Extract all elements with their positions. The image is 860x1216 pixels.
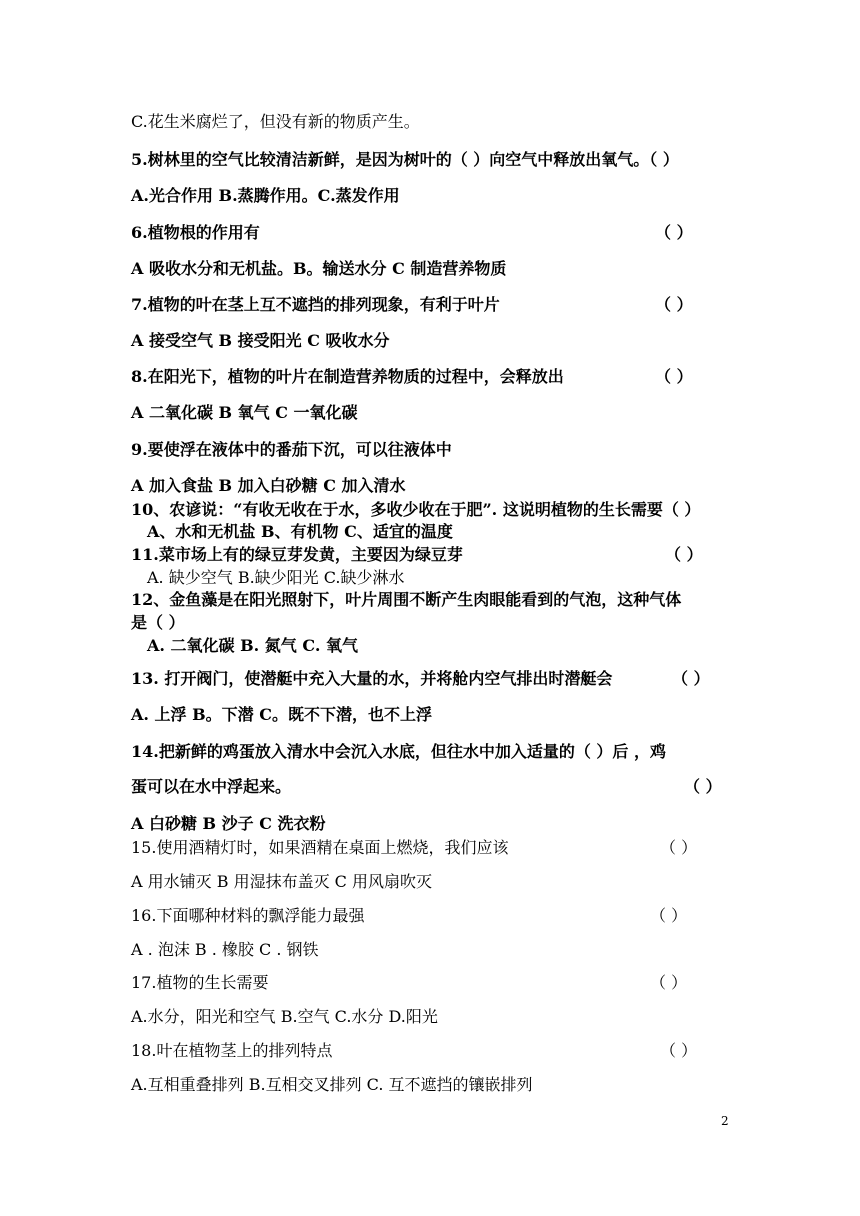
question-9: 9.要使浮在液体中的番茄下沉，可以往液体中 <box>131 440 452 459</box>
options-q6: A 吸收水分和无机盐。B。输送水分 C 制造营养物质 <box>131 259 507 278</box>
options-q12: A. 二氧化碳 B. 氮气 C. 氧气 <box>147 636 358 655</box>
options-q13: A. 上浮 B。下潜 C。既不下潜，也不上浮 <box>131 705 432 724</box>
question-8: 8.在阳光下，植物的叶片在制造营养物质的过程中，会释放出 <box>131 367 564 386</box>
options-q16: A . 泡沫 B . 橡胶 C . 钢铁 <box>131 940 319 959</box>
question-6: 6.植物根的作用有 <box>131 223 260 242</box>
question-5: 5.树林里的空气比较清洁新鲜，是因为树叶的（ ）向空气中释放出氧气。（ ） <box>131 150 679 169</box>
answer-blank-q16: （ ） <box>650 906 688 925</box>
question-17: 17.植物的生长需要 <box>131 973 269 992</box>
page-number: 2 <box>721 1114 729 1128</box>
answer-blank-q11: （ ） <box>665 545 703 564</box>
answer-blank-q13: （ ） <box>672 669 710 688</box>
options-q18: A.互相重叠排列 B.互相交叉排列 C. 互不遮挡的镶嵌排列 <box>131 1075 533 1094</box>
options-q5: A.光合作用 B.蒸腾作用。C.蒸发作用 <box>131 186 400 205</box>
options-q15: A 用水铺灭 B 用湿抹布盖灭 C 用风扇吹灭 <box>131 872 432 891</box>
question-18: 18.叶在植物茎上的排列特点 <box>131 1041 333 1060</box>
option-line-q4-c: C.花生米腐烂了，但没有新的物质产生。 <box>131 112 420 131</box>
question-14-cont: 蛋可以在水中浮起来。 <box>131 777 292 796</box>
answer-blank-q6: （ ） <box>655 223 693 242</box>
answer-blank-q14: （ ） <box>684 777 722 796</box>
question-11: 11.菜市场上有的绿豆芽发黄，主要因为绿豆芽 <box>131 545 463 564</box>
question-12: 12、金鱼藻是在阳光照射下，叶片周围不断产生肉眼能看到的气泡，这种气体 <box>131 590 682 609</box>
question-10: 10、农谚说：“有收无收在于水，多收少收在于肥”. 这说明植物的生长需要（ ） <box>131 500 701 519</box>
options-q17: A.水分，阳光和空气 B.空气 C.水分 D.阳光 <box>131 1007 438 1026</box>
question-7: 7.植物的叶在茎上互不遮挡的排列现象，有利于叶片 <box>131 295 500 314</box>
question-16: 16.下面哪种材料的飘浮能力最强 <box>131 906 365 925</box>
options-q9: A 加入食盐 B 加入白砂糖 C 加入清水 <box>131 476 406 495</box>
question-14: 14.把新鲜的鸡蛋放入清水中会沉入水底，但往水中加入适量的（ ）后 ，鸡 <box>131 742 666 761</box>
question-13: 13. 打开阀门，使潜艇中充入大量的水，并将舱内空气排出时潜艇会 <box>131 669 613 688</box>
question-12-cont: 是（ ） <box>131 613 185 632</box>
options-q10: A、水和无机盐 B、有机物 C、适宜的温度 <box>147 522 453 541</box>
options-q8: A 二氧化碳 B 氧气 C 一氧化碳 <box>131 403 358 422</box>
answer-blank-q7: （ ） <box>655 295 693 314</box>
options-q7: A 接受空气 B 接受阳光 C 吸收水分 <box>131 331 390 350</box>
answer-blank-q17: （ ） <box>650 973 688 992</box>
options-q11: A. 缺少空气 B.缺少阳光 C.缺少淋水 <box>147 568 405 587</box>
answer-blank-q15: （ ） <box>660 838 698 857</box>
answer-blank-q18: （ ） <box>660 1041 698 1060</box>
question-15: 15.使用酒精灯时，如果酒精在桌面上燃烧，我们应该 <box>131 838 509 857</box>
options-q14: A 白砂糖 B 沙子 C 洗衣粉 <box>131 814 326 833</box>
answer-blank-q8: （ ） <box>655 367 693 386</box>
